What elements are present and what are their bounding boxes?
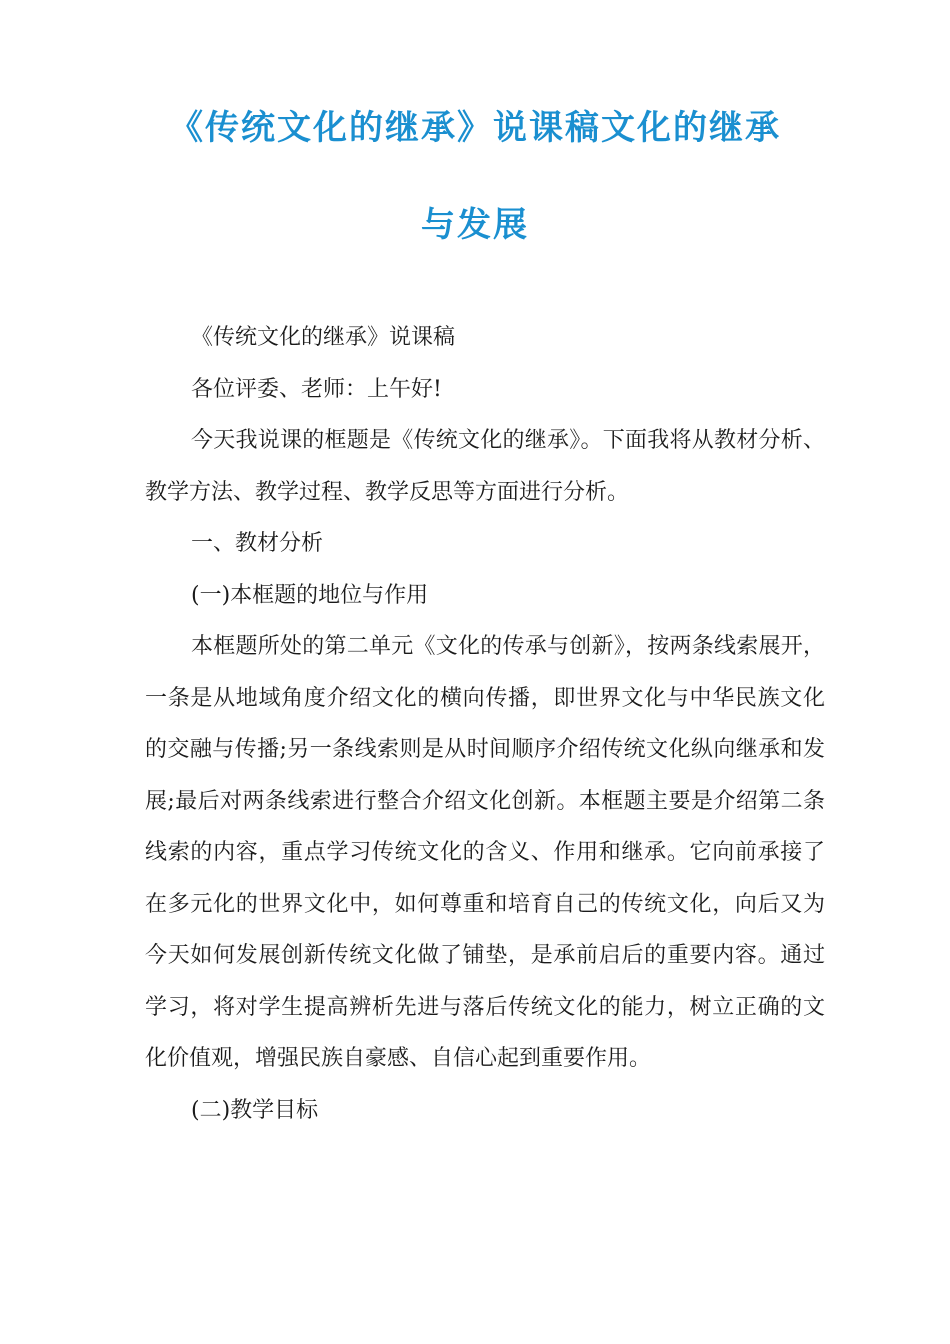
subsection-heading-2: (二)教学目标 xyxy=(191,1097,319,1123)
paragraph-subtitle: 《传统文化的继承》说课稿 xyxy=(191,325,456,350)
paragraph-intro: 今天我说课的框题是《传统文化的继承》。下面我将从教材分析、教学方法、教学过程、教学反思等方面进行分析。 xyxy=(145,428,825,505)
subsection-heading-1: (一)本框题的地位与作用 xyxy=(191,582,429,608)
document-body xyxy=(145,312,825,1136)
document-title-line-1: 《传统文化的继承》说课稿文化的继承 xyxy=(169,108,781,148)
paragraph-position-role: 本框题所处的第二单元《文化的传承与创新》，按两条线索展开，一条是从地域角度介绍文化的横向传播，即世界文化与中华民族文化的交融与传播;另一条线索则是从时间顺序介绍传统文化纵向继承和发展;最后对两条线索进行整合介绍文化创新。本框题主要是介绍第二条线索的内容，重点学习传统文化的含义、作用和继承。它向前承接了在多元化的世界文化中，如何尊重和培育自己的传统文化，向后又为今天如何发展创新传统文化做了铺垫，是承前启后的重要内容。通过学习，将对学生提高辨析先进与落后传统文化的能力，树立正确的文化价值观，增强民族自豪感、自信心起到重要作用。 xyxy=(145,634,825,1071)
section-heading-1: 一、教材分析 xyxy=(191,531,324,556)
document-title-line-2: 与发展 xyxy=(421,205,529,245)
paragraph-greeting: 各位评委、老师：上午好! xyxy=(191,376,442,402)
